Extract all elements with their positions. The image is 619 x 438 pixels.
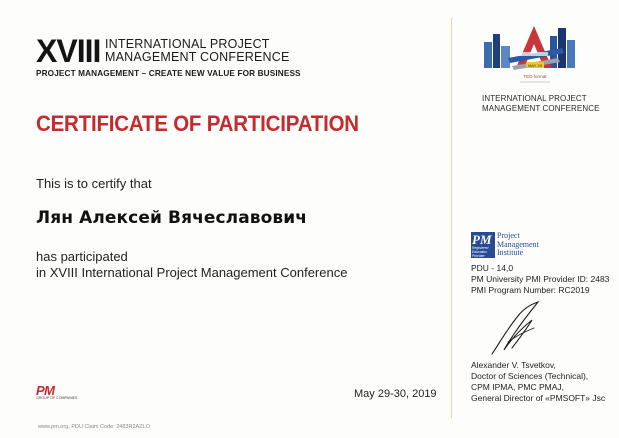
- tower-2-icon: [493, 34, 500, 68]
- conference-name: [105, 38, 290, 64]
- pmi-word-2: Management: [497, 239, 539, 249]
- pmi-badge-sub-2: Education: [472, 250, 488, 254]
- pm-group-logo: [36, 383, 78, 402]
- certificate-title: CERTIFICATE OF PARTICIPATION: [36, 111, 359, 136]
- tower-1-icon: [484, 42, 492, 68]
- pmi-word-1: Project: [497, 231, 520, 240]
- pmi-badge: [471, 232, 495, 258]
- banner-stripe-icon: [518, 52, 548, 56]
- pdu-line-2: PM University PMI Provider ID: 2483: [471, 274, 610, 284]
- date-badge-text: MAY 29: [528, 63, 542, 68]
- signature-mark: [488, 298, 548, 358]
- pdu-line-3: PMI Program Number: RC2019: [471, 285, 590, 295]
- ted-format-text: TED format: [523, 74, 547, 79]
- pmi-rep-logo: [471, 232, 541, 260]
- tower-3-icon: [501, 46, 510, 68]
- recipient-name: Лян Алексей Вячеславович: [36, 208, 308, 228]
- tower-6-icon: [567, 40, 575, 68]
- certify-text: This is to certify that: [36, 176, 152, 191]
- participation-line2: in XVIII International Project Management Conference: [36, 265, 348, 280]
- signer-info: [471, 360, 605, 404]
- pmi-badge-text: PM: [472, 232, 492, 247]
- logo-label-line2: MANAGEMENT CONFERENCE: [482, 104, 600, 113]
- logo-label-line1: INTERNATIONAL PROJECT: [482, 94, 587, 103]
- participation-line1: has participated: [36, 249, 128, 264]
- signer-line-3: CPM IPMA, PMC PMAJ,: [471, 382, 565, 392]
- conference-tagline: PROJECT MANAGEMENT – CREATE NEW VALUE FOR BUSINESS: [36, 69, 301, 78]
- pmi-badge-sub-1: Registered: [472, 246, 489, 250]
- conference-number: XVIII: [36, 33, 101, 69]
- signer-line-2: Doctor of Sciences (Technical),: [471, 371, 589, 381]
- signer-line-1: Alexander V. Tsvetkov,: [471, 360, 556, 370]
- pdu-info: [471, 263, 609, 296]
- pmi-badge-subtext: [472, 246, 488, 258]
- conference-skyline-logo: [478, 22, 588, 90]
- conference-name-line1: INTERNATIONAL PROJECT: [105, 37, 270, 51]
- conference-name-line2: MANAGEMENT CONFERENCE: [105, 50, 290, 64]
- pmi-wordmark: [497, 232, 539, 258]
- footer-code: www.pm.org, PDU Claim Code: 2483R2AZLO: [38, 424, 150, 430]
- column-divider: [451, 18, 452, 418]
- pmi-word-3: Institute: [497, 248, 524, 258]
- pmi-badge-sub-3: Provider: [472, 254, 485, 258]
- participation-text: [36, 249, 347, 281]
- signer-line-4: General Director of «PMSOFT» Jsc: [471, 393, 606, 403]
- conference-logo-label: [482, 94, 600, 114]
- pm-logo-text: PM: [36, 383, 55, 398]
- event-date: May 29-30, 2019: [354, 388, 437, 400]
- pm-logo-subtext: GROUP OF COMPANIES: [36, 396, 78, 400]
- pdu-line-1: PDU - 14,0: [471, 263, 514, 273]
